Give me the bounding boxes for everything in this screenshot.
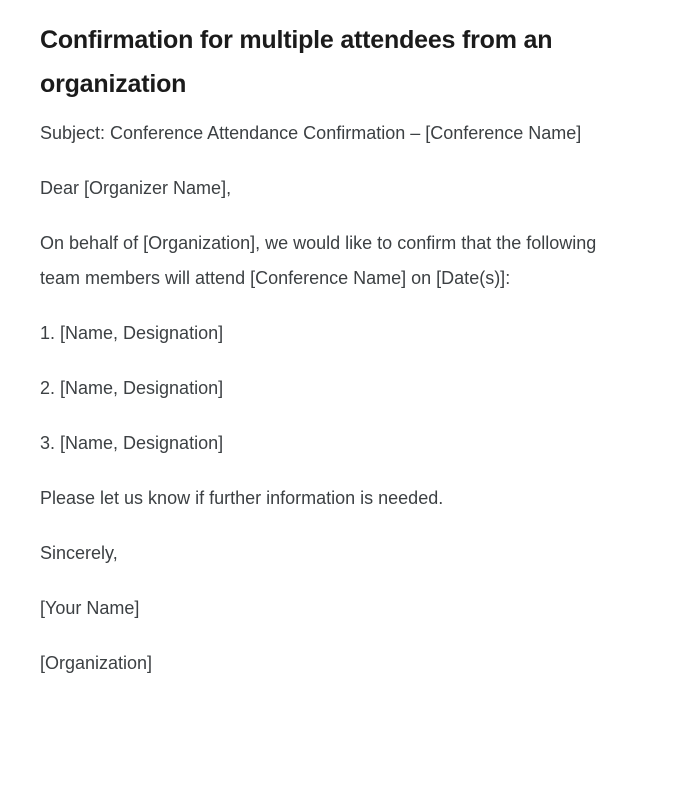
list-item-attendee-2: 2. [Name, Designation]	[40, 378, 224, 398]
paragraph-subject-line: Subject: Conference Attendance Confirmation – [Conference Name]	[40, 123, 582, 143]
page-title: Confirmation for multiple attendees from an organization	[40, 26, 553, 98]
paragraph-intro: On behalf of [Organization], we would like to confirm that the following team members will attend [Conference Name] on [Date(s)]:	[40, 233, 597, 288]
paragraph-salutation: Dear [Organizer Name],	[40, 178, 232, 198]
list-item-attendee-1: 1. [Name, Designation]	[40, 323, 224, 343]
document-body	[40, 116, 625, 681]
paragraph-signature-name: [Your Name]	[40, 598, 140, 618]
list-item-attendee-3: 3. [Name, Designation]	[40, 433, 224, 453]
paragraph-closing-request: Please let us know if further information is needed.	[40, 488, 444, 508]
paragraph-signature-org: [Organization]	[40, 653, 153, 673]
paragraph-signoff: Sincerely,	[40, 543, 118, 563]
